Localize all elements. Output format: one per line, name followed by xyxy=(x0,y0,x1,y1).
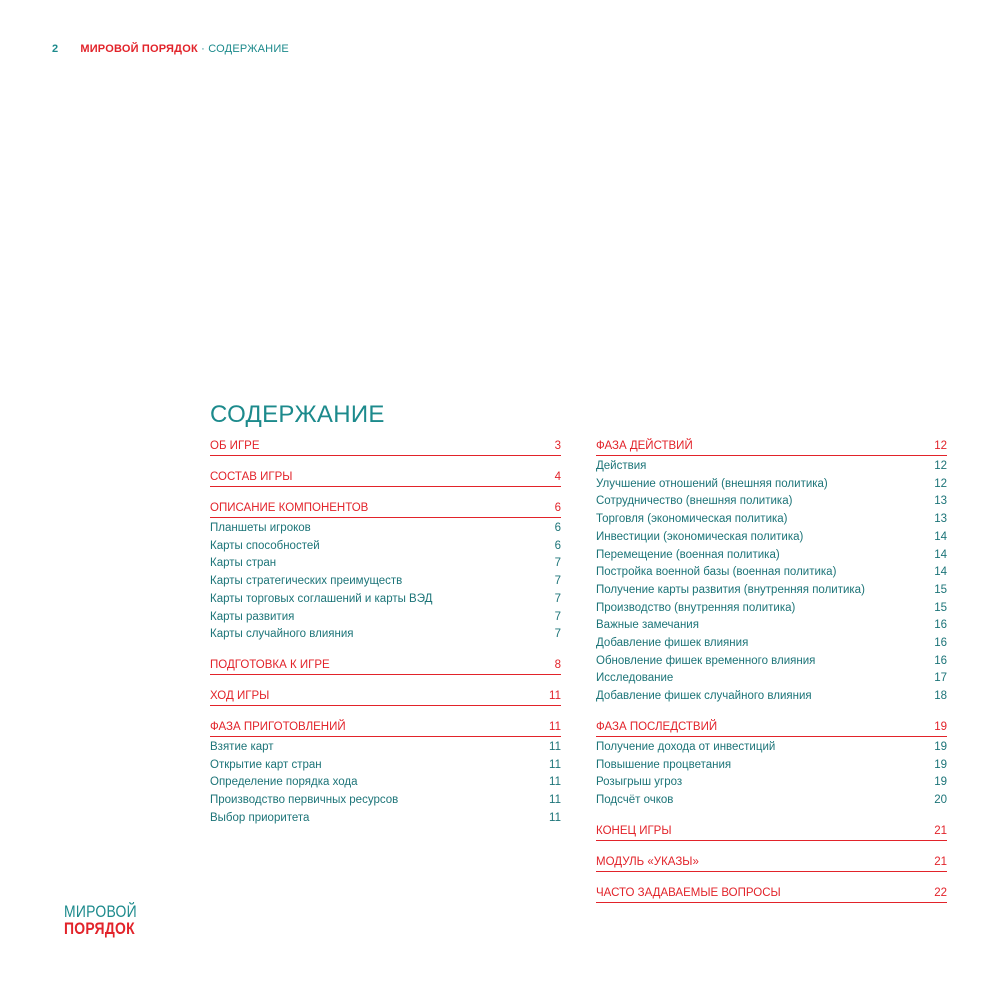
toc-item[interactable] xyxy=(596,529,947,547)
toc-section-heading[interactable] xyxy=(210,720,561,737)
toc-item-list xyxy=(210,520,561,644)
toc-item-page: 7 xyxy=(554,610,561,623)
toc-item-label: Улучшение отношений (внешняя политика) xyxy=(596,477,828,490)
toc-section-page: 8 xyxy=(554,658,561,671)
toc-item[interactable] xyxy=(210,609,561,627)
toc-item-label: Торговля (экономическая политика) xyxy=(596,513,788,526)
toc-item-label: Сотрудничество (внешняя политика) xyxy=(596,495,793,508)
toc-section-title: ФАЗА ДЕЙСТВИЙ xyxy=(596,440,693,452)
toc-section-page: 4 xyxy=(554,471,561,483)
toc-section xyxy=(210,658,561,675)
toc-item[interactable] xyxy=(210,774,561,792)
toc-item-page: 11 xyxy=(549,794,561,807)
toc-section-page: 11 xyxy=(549,720,561,733)
toc-item-label: Определение порядка хода xyxy=(210,776,358,789)
toc-item-page: 7 xyxy=(554,592,561,605)
toc-left-column xyxy=(210,439,561,841)
header-separator: · xyxy=(197,43,209,55)
toc-right-column xyxy=(596,439,947,917)
page-number: 2 xyxy=(52,43,59,55)
toc-item-label: Карты стратегических преимуществ xyxy=(210,575,403,588)
toc-item[interactable] xyxy=(596,600,947,618)
toc-section-page: 19 xyxy=(934,720,947,733)
toc-section-title: ЧАСТО ЗАДАВАЕМЫЕ ВОПРОСЫ xyxy=(596,886,781,899)
game-logo xyxy=(64,903,153,937)
toc-item-page: 7 xyxy=(554,575,561,588)
toc-item-page: 11 xyxy=(549,758,561,771)
toc-section-heading[interactable] xyxy=(596,439,947,456)
toc-section-page: 21 xyxy=(934,855,947,868)
toc-item-list xyxy=(596,458,947,706)
toc-item[interactable] xyxy=(596,564,947,582)
toc-item[interactable] xyxy=(210,520,561,538)
toc-section xyxy=(596,439,947,706)
toc-item-page: 11 xyxy=(549,740,561,753)
toc-item-page: 15 xyxy=(934,601,947,614)
toc-item-page: 11 xyxy=(549,776,561,789)
toc-item-list xyxy=(210,739,561,828)
toc-item[interactable] xyxy=(596,635,947,653)
toc-item[interactable] xyxy=(596,774,947,792)
toc-section-heading[interactable] xyxy=(210,439,561,456)
toc-item-label: Постройка военной базы (военная политика) xyxy=(596,566,837,579)
toc-section-title: ОБ ИГРЕ xyxy=(210,440,260,452)
toc-item-label: Инвестиции (экономическая политика) xyxy=(596,530,804,543)
toc-item-label: Производство первичных ресурсов xyxy=(210,794,399,807)
toc-section-heading[interactable] xyxy=(596,720,947,737)
toc-item-label: Обновление фишек временного влияния xyxy=(596,654,816,667)
toc-section-page: 6 xyxy=(554,502,561,514)
toc-section-page: 21 xyxy=(934,824,947,837)
toc-section xyxy=(596,855,947,872)
toc-item-page: 13 xyxy=(934,513,947,526)
toc-section-title: СОСТАВ ИГРЫ xyxy=(210,471,293,483)
toc-item-page: 16 xyxy=(934,619,947,632)
toc-section xyxy=(596,886,947,903)
toc-item-label: Карты торговых соглашений и карты ВЭД xyxy=(210,592,433,605)
toc-item-label: Действия xyxy=(596,460,647,472)
toc-item-page: 14 xyxy=(934,530,947,543)
toc-item-label: Подсчёт очков xyxy=(596,793,674,806)
toc-section-page: 11 xyxy=(549,689,561,702)
toc-item[interactable] xyxy=(596,511,947,529)
toc-section xyxy=(210,439,561,456)
toc-item-label: Получение карты развития (внутренняя политика) xyxy=(596,583,865,596)
toc-section-heading[interactable] xyxy=(596,855,947,872)
header-section: СОДЕРЖАНИЕ xyxy=(208,43,289,55)
toc-section-heading[interactable] xyxy=(210,658,561,675)
toc-item[interactable] xyxy=(596,617,947,635)
toc-item[interactable] xyxy=(596,670,947,688)
toc-title: СОДЕРЖАНИЕ xyxy=(210,401,385,428)
toc-item-page: 11 xyxy=(549,811,561,824)
logo-line-2: ПОРЯДОК xyxy=(64,919,135,938)
toc-section-page: 22 xyxy=(934,886,947,899)
toc-item[interactable] xyxy=(596,582,947,600)
toc-item-page: 6 xyxy=(554,539,561,552)
toc-item[interactable] xyxy=(596,739,947,757)
toc-item-label: Карты случайного влияния xyxy=(210,628,354,641)
toc-item[interactable] xyxy=(210,757,561,775)
toc-item-page: 19 xyxy=(934,776,947,789)
toc-section-heading[interactable] xyxy=(210,470,561,487)
toc-item-label: Добавление фишек влияния xyxy=(596,637,749,650)
toc-item[interactable] xyxy=(596,688,947,706)
toc-item-page: 12 xyxy=(934,460,947,472)
toc-item-page: 12 xyxy=(934,477,947,490)
toc-item[interactable] xyxy=(210,573,561,591)
toc-item[interactable] xyxy=(596,493,947,511)
toc-item-label: Открытие карт стран xyxy=(210,758,322,771)
toc-section-title: КОНЕЦ ИГРЫ xyxy=(596,824,672,837)
toc-item-page: 15 xyxy=(934,583,947,596)
toc-section xyxy=(210,720,561,828)
toc-item-label: Перемещение (военная политика) xyxy=(596,548,780,561)
toc-item[interactable] xyxy=(596,757,947,775)
toc-item[interactable] xyxy=(596,458,947,476)
toc-item[interactable] xyxy=(210,555,561,573)
toc-item-label: Розыгрыш угроз xyxy=(596,776,683,789)
toc-item-page: 16 xyxy=(934,654,947,667)
toc-item-label: Карты способностей xyxy=(210,539,320,552)
toc-section xyxy=(210,501,561,644)
toc-item-list xyxy=(596,739,947,810)
toc-item-label: Карты стран xyxy=(210,557,277,570)
toc-item[interactable] xyxy=(596,547,947,565)
page-header xyxy=(52,43,289,55)
toc-item[interactable] xyxy=(210,626,561,644)
toc-item-label: Получение дохода от инвестиций xyxy=(596,740,776,753)
toc-section-title: ХОД ИГРЫ xyxy=(210,689,270,702)
toc-section-title: МОДУЛЬ «УКАЗЫ» xyxy=(596,855,699,868)
toc-item-page: 20 xyxy=(934,793,947,806)
toc-item-page: 7 xyxy=(554,557,561,570)
header-brand: МИРОВОЙ ПОРЯДОК xyxy=(80,43,198,55)
toc-section xyxy=(596,824,947,841)
toc-section-page: 12 xyxy=(934,440,947,452)
toc-section xyxy=(210,689,561,706)
toc-section xyxy=(210,470,561,487)
toc-item[interactable] xyxy=(210,538,561,556)
toc-item[interactable] xyxy=(210,810,561,828)
toc-item[interactable] xyxy=(210,591,561,609)
toc-item-page: 13 xyxy=(934,495,947,508)
toc-item-label: Взятие карт xyxy=(210,740,274,753)
toc-item-page: 14 xyxy=(934,548,947,561)
toc-item-page: 17 xyxy=(934,672,947,685)
toc-item-page: 7 xyxy=(554,628,561,641)
toc-section-page: 3 xyxy=(554,440,561,452)
toc-section-title: ФАЗА ПРИГОТОВЛЕНИЙ xyxy=(210,720,346,733)
toc-item-label: Карты развития xyxy=(210,610,295,623)
toc-item[interactable] xyxy=(596,476,947,494)
toc-item-label: Планшеты игроков xyxy=(210,522,311,534)
toc-section-heading[interactable] xyxy=(210,501,561,518)
toc-item-page: 18 xyxy=(934,690,947,703)
toc-item-label: Производство (внутренняя политика) xyxy=(596,601,796,614)
toc-item-label: Исследование xyxy=(596,672,674,685)
toc-section-title: ПОДГОТОВКА К ИГРЕ xyxy=(210,658,330,671)
toc-item-page: 16 xyxy=(934,637,947,650)
toc-section-title: ФАЗА ПОСЛЕДСТВИЙ xyxy=(596,720,718,733)
toc-item-label: Повышение процветания xyxy=(596,758,732,771)
toc-item-page: 14 xyxy=(934,566,947,579)
toc-section xyxy=(596,720,947,810)
toc-section-title: ОПИСАНИЕ КОМПОНЕНТОВ xyxy=(210,502,369,514)
toc-item[interactable] xyxy=(210,792,561,810)
toc-item-page: 19 xyxy=(934,740,947,753)
toc-item-label: Добавление фишек случайного влияния xyxy=(596,690,812,703)
toc-item-page: 6 xyxy=(554,522,561,534)
toc-section-heading[interactable] xyxy=(210,689,561,706)
toc-item-label: Выбор приоритета xyxy=(210,811,310,824)
logo-line-1: МИРОВОЙ xyxy=(64,902,137,921)
toc-section-heading[interactable] xyxy=(596,824,947,841)
toc-item[interactable] xyxy=(210,739,561,757)
toc-item[interactable] xyxy=(596,792,947,810)
toc-item[interactable] xyxy=(596,653,947,671)
toc-section-heading[interactable] xyxy=(596,886,947,903)
toc-item-label: Важные замечания xyxy=(596,619,699,632)
toc-item-page: 19 xyxy=(934,758,947,771)
